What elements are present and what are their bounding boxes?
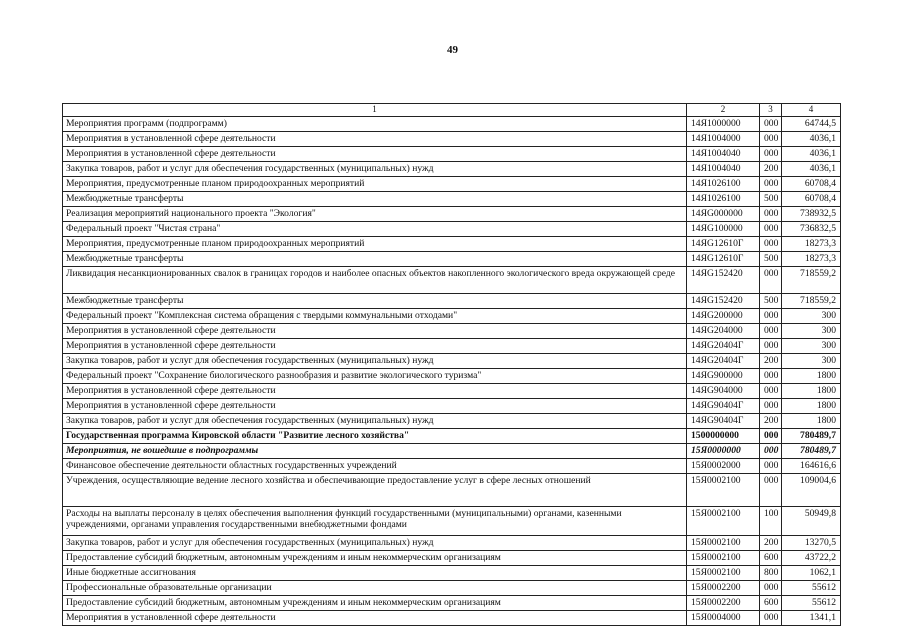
table-row (63, 192, 841, 207)
page-number: 49 (447, 44, 458, 56)
row-name-cell: Мероприятия в установленной сфере деятельности (63, 384, 687, 399)
row-amount-cell: 18273,3 (782, 237, 841, 252)
table-row (63, 536, 841, 551)
row-name-cell: Межбюджетные трансферты (63, 294, 687, 309)
row-expense-type-cell: 500 (760, 294, 782, 309)
row-code-cell: 14ЯG200000 (687, 309, 760, 324)
row-name-cell: Межбюджетные трансферты (63, 252, 687, 267)
row-amount-cell: 736832,5 (782, 222, 841, 237)
row-code-cell: 14ЯG90404Г (687, 399, 760, 414)
row-expense-type-cell: 000 (760, 324, 782, 339)
row-amount-cell: 738932,5 (782, 207, 841, 222)
row-expense-type-cell: 200 (760, 354, 782, 369)
row-name-cell: Профессиональные образовательные организации (63, 581, 687, 596)
table-row (63, 222, 841, 237)
row-amount-cell: 43722,2 (782, 551, 841, 566)
table-row (63, 147, 841, 162)
header-col-1: 1 (63, 104, 687, 117)
row-code-cell: 14Я1026100 (687, 192, 760, 207)
row-expense-type-cell: 000 (760, 132, 782, 147)
row-expense-type-cell: 000 (760, 339, 782, 354)
row-amount-cell: 4036,1 (782, 132, 841, 147)
budget-table (62, 103, 841, 626)
table-row (63, 369, 841, 384)
row-name-cell: Мероприятия в установленной сфере деятельности (63, 399, 687, 414)
row-expense-type-cell: 000 (760, 611, 782, 626)
row-amount-cell: 50949,8 (782, 507, 841, 536)
header-col-4: 4 (782, 104, 841, 117)
row-code-cell: 14Я1004040 (687, 147, 760, 162)
table-row (63, 162, 841, 177)
row-expense-type-cell: 000 (760, 117, 782, 132)
row-name-cell: Предоставление субсидий бюджетным, автономным учреждениям и иным некоммерческим организациям (63, 551, 687, 566)
row-expense-type-cell: 000 (760, 459, 782, 474)
row-amount-cell: 1062,1 (782, 566, 841, 581)
row-code-cell: 14ЯG204000 (687, 324, 760, 339)
table-row (63, 237, 841, 252)
row-name-cell: Закупка товаров, работ и услуг для обеспечения государственных (муниципальных) нужд (63, 414, 687, 429)
row-amount-cell: 300 (782, 324, 841, 339)
row-code-cell: 14Я1004000 (687, 132, 760, 147)
row-expense-type-cell: 000 (760, 309, 782, 324)
row-name-cell: Расходы на выплаты персоналу в целях обеспечения выполнения функций государственными (муниципальными) органами, казенными учреждениями, органами управления государственными внебюджетными фондами (63, 507, 687, 536)
row-name-cell: Мероприятия, предусмотренные планом природоохранных мероприятий (63, 177, 687, 192)
row-expense-type-cell: 000 (760, 581, 782, 596)
row-name-cell: Предоставление субсидий бюджетным, автономным учреждениям и иным некоммерческим организациям (63, 596, 687, 611)
row-expense-type-cell: 000 (760, 147, 782, 162)
table-row (63, 132, 841, 147)
row-name-cell: Закупка товаров, работ и услуг для обеспечения государственных (муниципальных) нужд (63, 162, 687, 177)
row-expense-type-cell: 800 (760, 566, 782, 581)
row-name-cell: Учреждения, осуществляющие ведение лесного хозяйства и обеспечивающие предоставление услуг в сфере лесных отношений (63, 474, 687, 507)
row-expense-type-cell: 200 (760, 536, 782, 551)
row-code-cell: 14Я1000000 (687, 117, 760, 132)
row-expense-type-cell: 000 (760, 474, 782, 507)
row-amount-cell: 64744,5 (782, 117, 841, 132)
row-amount-cell: 13270,5 (782, 536, 841, 551)
table-row (63, 429, 841, 444)
row-name-cell: Финансовое обеспечение деятельности областных государственных учреждений (63, 459, 687, 474)
row-amount-cell: 300 (782, 309, 841, 324)
row-expense-type-cell: 000 (760, 222, 782, 237)
row-name-cell: Мероприятия в установленной сфере деятельности (63, 147, 687, 162)
row-name-cell: Закупка товаров, работ и услуг для обеспечения государственных (муниципальных) нужд (63, 536, 687, 551)
row-name-cell: Мероприятия в установленной сфере деятельности (63, 611, 687, 626)
row-code-cell: 15Я0002200 (687, 596, 760, 611)
row-code-cell: 15Я0002100 (687, 507, 760, 536)
row-name-cell: Реализация мероприятий национального проекта "Экология" (63, 207, 687, 222)
row-name-cell: Государственная программа Кировской области "Развитие лесного хозяйства" (63, 429, 687, 444)
row-amount-cell: 300 (782, 354, 841, 369)
row-amount-cell: 4036,1 (782, 162, 841, 177)
row-expense-type-cell: 500 (760, 252, 782, 267)
row-amount-cell: 1800 (782, 399, 841, 414)
table-row (63, 294, 841, 309)
row-amount-cell: 4036,1 (782, 147, 841, 162)
row-amount-cell: 60708,4 (782, 192, 841, 207)
row-expense-type-cell: 600 (760, 551, 782, 566)
row-expense-type-cell: 000 (760, 369, 782, 384)
row-amount-cell: 55612 (782, 581, 841, 596)
table-row (63, 177, 841, 192)
row-amount-cell: 109004,6 (782, 474, 841, 507)
row-amount-cell: 1800 (782, 414, 841, 429)
row-expense-type-cell: 600 (760, 596, 782, 611)
table-header-row (63, 104, 841, 117)
row-code-cell: 15Я0002000 (687, 459, 760, 474)
row-name-cell: Мероприятия в установленной сфере деятельности (63, 324, 687, 339)
budget-table-body (63, 104, 841, 626)
table-row (63, 596, 841, 611)
table-row (63, 474, 841, 507)
row-code-cell: 14ЯG20404Г (687, 354, 760, 369)
table-row (63, 611, 841, 626)
row-code-cell: 14ЯG904000 (687, 384, 760, 399)
row-code-cell: 15Я0000000 (687, 444, 760, 459)
row-name-cell: Мероприятия в установленной сфере деятельности (63, 339, 687, 354)
table-row (63, 551, 841, 566)
row-code-cell: 15Я0002200 (687, 581, 760, 596)
row-code-cell: 14ЯG152420 (687, 294, 760, 309)
row-code-cell: 15Я0004000 (687, 611, 760, 626)
row-name-cell: Федеральный проект "Сохранение биологического разнообразия и развитие экологического туризма" (63, 369, 687, 384)
row-code-cell: 15Я0002100 (687, 536, 760, 551)
row-code-cell: 1500000000 (687, 429, 760, 444)
row-name-cell: Мероприятия в установленной сфере деятельности (63, 132, 687, 147)
row-name-cell: Иные бюджетные ассигнования (63, 566, 687, 581)
row-expense-type-cell: 200 (760, 162, 782, 177)
row-code-cell: 14ЯG152420 (687, 267, 760, 294)
row-amount-cell: 18273,3 (782, 252, 841, 267)
row-expense-type-cell: 000 (760, 399, 782, 414)
row-code-cell: 14Я1026100 (687, 177, 760, 192)
row-code-cell: 15Я0002100 (687, 566, 760, 581)
row-amount-cell: 780489,7 (782, 444, 841, 459)
row-amount-cell: 60708,4 (782, 177, 841, 192)
row-code-cell: 15Я0002100 (687, 474, 760, 507)
row-code-cell: 14ЯG90404Г (687, 414, 760, 429)
row-amount-cell: 300 (782, 339, 841, 354)
row-amount-cell: 164616,6 (782, 459, 841, 474)
row-code-cell: 14ЯG000000 (687, 207, 760, 222)
table-row (63, 252, 841, 267)
table-row (63, 267, 841, 294)
table-row (63, 414, 841, 429)
row-code-cell: 14ЯG12610Г (687, 252, 760, 267)
table-row (63, 566, 841, 581)
row-code-cell: 15Я0002100 (687, 551, 760, 566)
row-amount-cell: 718559,2 (782, 294, 841, 309)
table-row (63, 399, 841, 414)
row-amount-cell: 718559,2 (782, 267, 841, 294)
row-name-cell: Федеральный проект "Чистая страна" (63, 222, 687, 237)
row-code-cell: 14Я1004040 (687, 162, 760, 177)
row-expense-type-cell: 000 (760, 237, 782, 252)
row-name-cell: Мероприятия программ (подпрограмм) (63, 117, 687, 132)
row-amount-cell: 780489,7 (782, 429, 841, 444)
row-name-cell: Межбюджетные трансферты (63, 192, 687, 207)
table-row (63, 581, 841, 596)
row-expense-type-cell: 000 (760, 444, 782, 459)
table-row (63, 384, 841, 399)
row-expense-type-cell: 000 (760, 384, 782, 399)
row-amount-cell: 1341,1 (782, 611, 841, 626)
header-col-2: 2 (687, 104, 760, 117)
table-row (63, 507, 841, 536)
table-row (63, 339, 841, 354)
table-row (63, 309, 841, 324)
row-expense-type-cell: 200 (760, 414, 782, 429)
table-row (63, 459, 841, 474)
row-name-cell: Федеральный проект "Комплексная система обращения с твердыми коммунальными отходами" (63, 309, 687, 324)
table-row (63, 324, 841, 339)
row-amount-cell: 55612 (782, 596, 841, 611)
row-code-cell: 14ЯG12610Г (687, 237, 760, 252)
row-expense-type-cell: 000 (760, 207, 782, 222)
table-row (63, 207, 841, 222)
row-amount-cell: 1800 (782, 384, 841, 399)
table-row (63, 444, 841, 459)
header-col-3: 3 (760, 104, 782, 117)
row-name-cell: Закупка товаров, работ и услуг для обеспечения государственных (муниципальных) нужд (63, 354, 687, 369)
row-name-cell: Мероприятия, предусмотренные планом природоохранных мероприятий (63, 237, 687, 252)
row-name-cell: Ликвидация несанкционированных свалок в границах городов и наиболее опасных объектов накопленного экологического вреда окружающей среде (63, 267, 687, 294)
row-expense-type-cell: 500 (760, 192, 782, 207)
row-expense-type-cell: 000 (760, 177, 782, 192)
row-amount-cell: 1800 (782, 369, 841, 384)
row-code-cell: 14ЯG100000 (687, 222, 760, 237)
table-row (63, 117, 841, 132)
row-expense-type-cell: 100 (760, 507, 782, 536)
row-code-cell: 14ЯG900000 (687, 369, 760, 384)
row-expense-type-cell: 000 (760, 429, 782, 444)
table-row (63, 354, 841, 369)
row-code-cell: 14ЯG20404Г (687, 339, 760, 354)
row-expense-type-cell: 000 (760, 267, 782, 294)
row-name-cell: Мероприятия, не вошедшие в подпрограммы (63, 444, 687, 459)
